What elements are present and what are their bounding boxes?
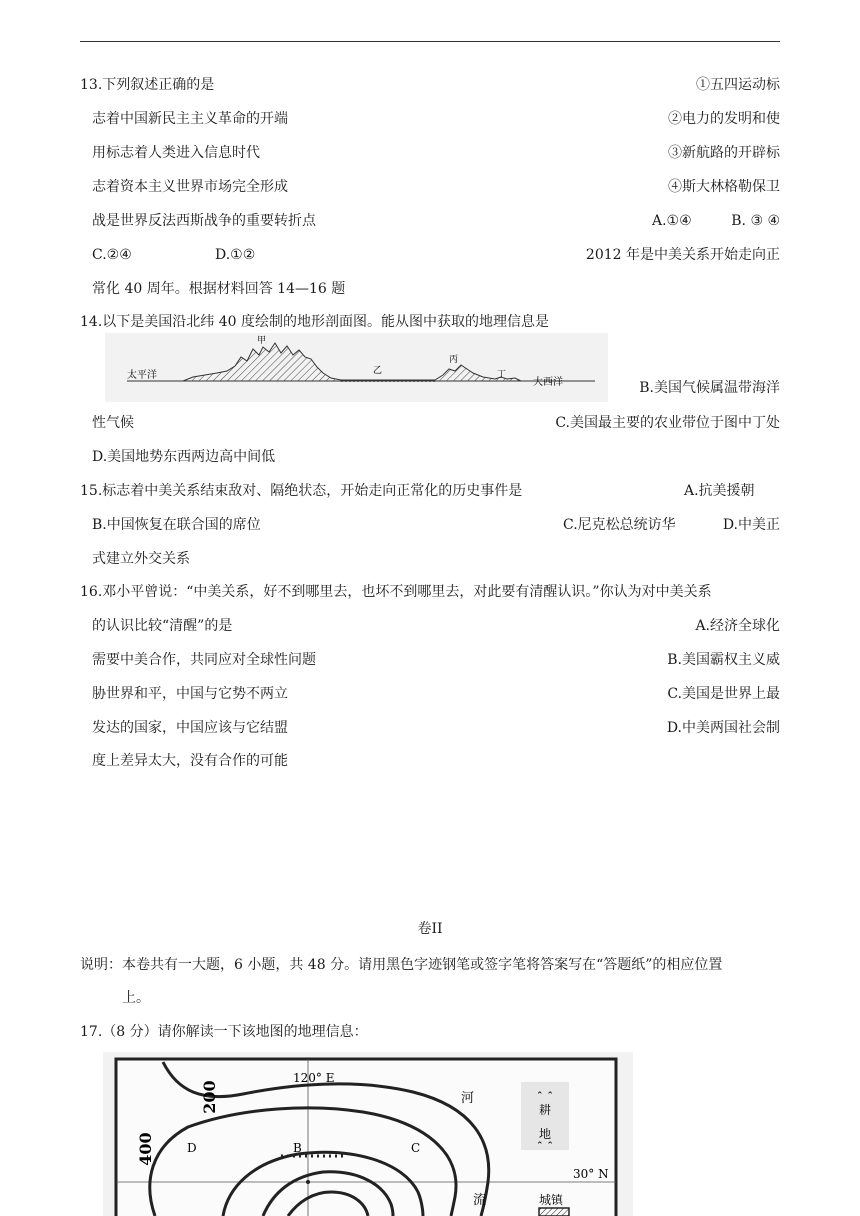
section-note: 说明：本卷共有一大题，6 小题，共 48 分。请用黑色字迹钢笔或签字笔将答案写在“答题纸”的相应位置 xyxy=(80,957,723,973)
label-jia: 甲 xyxy=(257,336,267,346)
q16-stem-cont: 的认识比较“清醒”的是 xyxy=(92,618,233,634)
summit-point xyxy=(306,1180,310,1184)
q13-option-3: ③新航路的开辟标 xyxy=(668,145,780,161)
farmland-mark-1: ⌃ ⌃ xyxy=(536,1091,554,1101)
label-ding: 丁 xyxy=(497,370,507,380)
q14-option-b: B.美国气候属温带海洋 xyxy=(639,380,780,396)
q13-option-1-cont: 志着中国新民主主义革命的开端 xyxy=(92,111,288,127)
q13-option-2-cont: 用标志着人类进入信息时代 xyxy=(92,145,260,161)
label-b: B xyxy=(293,1141,302,1155)
contour-map-svg xyxy=(103,1052,633,1216)
terrain-profile-figure xyxy=(105,333,608,402)
town-legend-swatch xyxy=(539,1208,569,1216)
q17-stem: 17.（8 分）请你解读一下该地图的地理信息： xyxy=(80,1024,368,1040)
q15-option-c: C.尼克松总统访华 xyxy=(563,517,676,533)
q13-stem: 13.下列叙述正确的是 xyxy=(80,77,215,93)
label-d: D xyxy=(187,1141,197,1155)
q16-stem: 16.邓小平曾说：“中美关系，好不到哪里去，也坏不到哪里去，对此要有清醒认识。”你认为对中美关系 xyxy=(80,584,712,600)
contour-map-figure xyxy=(103,1052,633,1216)
q13-option-3-cont: 志着资本主义世界市场完全形成 xyxy=(92,179,288,195)
q16-option-d: D.中美两国社会制 xyxy=(666,720,780,736)
section-note-cont: 上。 xyxy=(122,990,150,1006)
q16-option-c-cont: 发达的国家，中国应该与它结盟 xyxy=(92,720,288,736)
q15-option-b: B.中国恢复在联合国的席位 xyxy=(92,517,261,533)
label-c: C xyxy=(411,1141,421,1155)
label-longitude: 120° E xyxy=(293,1071,335,1085)
label-latitude: 30° N xyxy=(573,1167,609,1181)
label-bing: 丙 xyxy=(449,355,459,365)
q14-option-d: D.美国地势东西两边高中间低 xyxy=(92,449,276,465)
q16-option-c: C.美国是世界上最 xyxy=(667,686,780,702)
q13-choice-d: D.①② xyxy=(215,247,256,263)
label-200: 200 xyxy=(200,1080,219,1114)
q14-option-b-cont: 性气候 xyxy=(92,415,134,431)
farmland-mark-2: ⌃ ⌃ xyxy=(536,1141,554,1151)
q15-option-d-cont: 式建立外交关系 xyxy=(92,551,190,567)
q13-choice-c: C.②④ xyxy=(92,247,132,263)
legend-farmland-2: 地 xyxy=(539,1127,552,1141)
q13-option-4: ④斯大林格勒保卫 xyxy=(668,179,780,195)
q13-choice-b: B. ③ ④ xyxy=(731,213,780,229)
terrain-profile-svg xyxy=(105,333,608,402)
q16-option-b: B.美国霸权主义威 xyxy=(667,652,780,668)
q13-choice-a: A.①④ xyxy=(652,213,692,229)
material-intro: 2012 年是中美关系开始走向正 xyxy=(585,247,780,263)
q14-stem: 14.以下是美国沿北纬 40 度绘制的地形剖面图。能从图中获取的地理信息是 xyxy=(80,314,549,330)
q13-option-4-cont: 战是世界反法西斯战争的重要转折点 xyxy=(92,213,316,229)
label-pacific: 太平洋 xyxy=(127,370,157,381)
q16-option-b-cont: 胁世界和平，中国与它势不两立 xyxy=(92,686,288,702)
q16-option-a-cont: 需要中美合作，共同应对全球性问题 xyxy=(92,652,316,668)
q13-option-2: ②电力的发明和使 xyxy=(668,111,780,127)
label-atlantic: 大西洋 xyxy=(533,377,563,388)
q16-option-a: A.经济全球化 xyxy=(695,618,780,634)
q15-option-d: D.中美正 xyxy=(722,517,780,533)
material-intro-cont: 常化 40 周年。根据材料回答 14—16 题 xyxy=(92,281,346,297)
label-yi: 乙 xyxy=(373,366,383,376)
terrain-profile-shape xyxy=(183,343,521,381)
q14-option-c: C.美国最主要的农业带位于图中丁处 xyxy=(555,415,780,431)
q16-option-d-cont: 度上差异太大，没有合作的可能 xyxy=(92,753,288,769)
q13-option-1: ①五四运动标 xyxy=(696,77,780,93)
label-400: 400 xyxy=(136,1132,155,1166)
legend-farmland-1: 耕 xyxy=(539,1103,552,1117)
legend-town: 城镇 xyxy=(539,1193,564,1207)
section-title: 卷II xyxy=(417,921,443,937)
q15-stem: 15.标志着中美关系结束敌对、隔绝状态，开始走向正常化的历史事件是 xyxy=(80,483,523,499)
label-river-1: 河 xyxy=(461,1091,475,1106)
label-river-2: 流 xyxy=(473,1193,487,1208)
q15-option-a: A.抗美援朝 xyxy=(684,483,755,499)
header-rule xyxy=(80,41,780,42)
